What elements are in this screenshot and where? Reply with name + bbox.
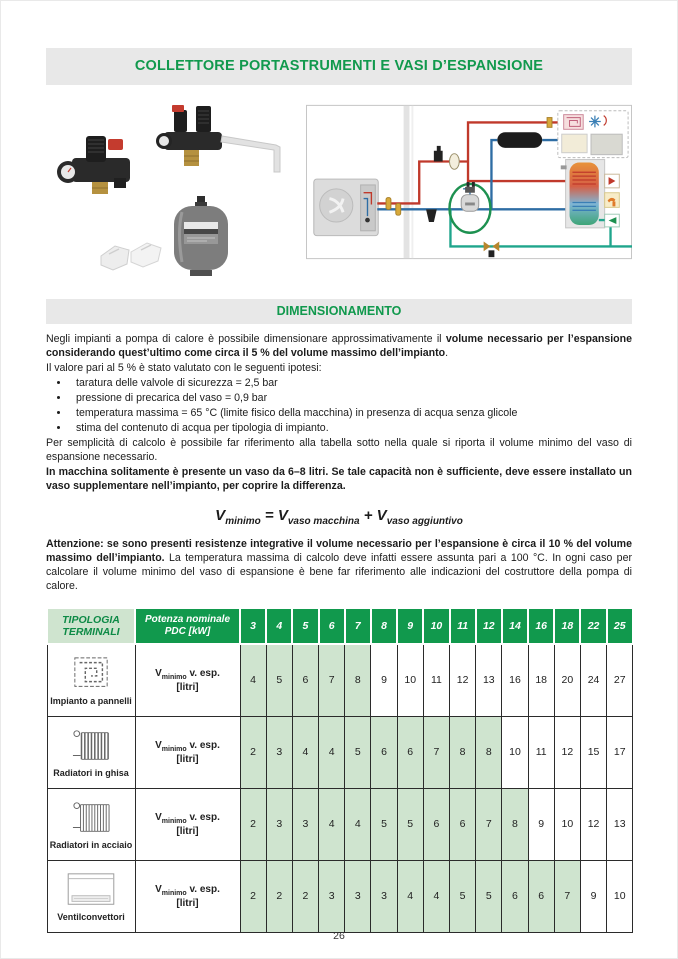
- table-cell: 2: [240, 788, 266, 860]
- air-separator-icon: [449, 154, 459, 170]
- table-cell: 11: [528, 716, 554, 788]
- table-cell: 7: [554, 860, 580, 932]
- table-cell: 2: [240, 716, 266, 788]
- table-cell: 12: [580, 788, 606, 860]
- table-cell: Ventilconvettori: [47, 860, 135, 932]
- table-cell: 12: [476, 608, 502, 644]
- table-cell: 11: [423, 644, 449, 717]
- intro-paragraph-3: Per semplicità di calcolo è possibile far riferimento alla tabella sotto nella quale si riporta il volume minimo del vaso di espansione necessario.: [46, 436, 632, 463]
- table-cell: 16: [502, 644, 528, 717]
- table-cell: 7: [345, 608, 371, 644]
- table-cell: Potenza nominale PDC [kW]: [135, 608, 240, 644]
- table-cell: 5: [371, 788, 397, 860]
- table-cell: 3: [371, 860, 397, 932]
- table-cell: $V_{minimo}$ v. esp. [litri]: [135, 788, 240, 860]
- table-row: [47, 788, 633, 860]
- table-header-row: [47, 608, 633, 644]
- cast-iron-radiator-icon: [68, 727, 114, 765]
- table-cell: 10: [502, 716, 528, 788]
- table-cell: 9: [528, 788, 554, 860]
- table-cell: 8: [450, 716, 476, 788]
- table-cell: 3: [266, 788, 292, 860]
- heat-pump-unit: [314, 179, 378, 236]
- table-cell: Radiatori in acciaio: [47, 788, 135, 860]
- table-cell: 4: [345, 788, 371, 860]
- radiator-terminal-icon: [562, 134, 587, 153]
- table-row: [47, 644, 633, 717]
- expansion-vessel-photo: [174, 196, 228, 276]
- product-photos: [46, 98, 296, 284]
- table-row: [47, 716, 633, 788]
- table-cell: 18: [554, 608, 580, 644]
- table-cell: 7: [423, 716, 449, 788]
- table-cell: 4: [292, 716, 318, 788]
- table-cell: 3: [319, 860, 345, 932]
- steel-radiator-icon: [68, 799, 114, 837]
- table-cell: 4: [423, 860, 449, 932]
- table-cell: 3: [345, 860, 371, 932]
- table-row: [47, 860, 633, 932]
- volume-formula: $V_{minimo} = V_{vaso macchina} + V_{vaso aggiuntivo}$: [215, 506, 463, 527]
- table-cell: 4: [240, 644, 266, 717]
- page-title: COLLETTORE PORTASTRUMENTI E VASI D’ESPANSIONE: [46, 48, 632, 85]
- table-cell: 2: [240, 860, 266, 932]
- terminals-dashed-box: [558, 111, 628, 158]
- table-cell: Impianto a pannelli: [47, 644, 135, 717]
- table-cell: 8: [371, 608, 397, 644]
- fan-coil-icon: [63, 871, 119, 909]
- table-cell: 5: [397, 788, 423, 860]
- cold-in-arrow-icon: [605, 214, 620, 227]
- wall-divider: [404, 106, 410, 258]
- faucet-icon: [605, 193, 620, 208]
- table-cell: Radiatori in ghisa: [47, 716, 135, 788]
- list-item: • pressione di precarica del vaso = 0,9 bar: [70, 392, 632, 406]
- table-cell: 14: [502, 608, 528, 644]
- table-cell: 6: [423, 788, 449, 860]
- body-text: [46, 333, 632, 494]
- table-cell: 15: [580, 716, 606, 788]
- table-cell: 8: [502, 788, 528, 860]
- attention-paragraph: Attenzione: se sono presenti resistenze integrative il volume necessario per l’espansione è circa il 10 % del volume massimo dell’impianto. La temperatura massima di calcolo deve infatti essere assunta pari a 100 °C. In ogni caso per calcolare il volume minimo del vaso di espansione è bene far riferimento alle indicazioni del costruttore della pompa di calore.: [46, 537, 632, 592]
- shutoff-valve-icon: [396, 203, 401, 215]
- hypotheses-list: [46, 377, 632, 436]
- table-cell: 6: [502, 860, 528, 932]
- table-cell: 9: [371, 644, 397, 717]
- table-cell: 3: [240, 608, 266, 644]
- table-cell: 12: [554, 716, 580, 788]
- table-cell: 6: [450, 788, 476, 860]
- table-cell: 2: [292, 860, 318, 932]
- table-cell: 4: [266, 608, 292, 644]
- table-cell: 6: [292, 644, 318, 717]
- mounting-brackets-photo: [101, 243, 161, 270]
- table-cell: 4: [319, 788, 345, 860]
- table-cell: 22: [580, 608, 606, 644]
- table-cell: 27: [607, 644, 633, 717]
- table-cell: 11: [450, 608, 476, 644]
- table-cell: 17: [607, 716, 633, 788]
- table-cell: 12: [450, 644, 476, 717]
- sizing-table: [46, 607, 634, 933]
- table-cell: 8: [345, 644, 371, 717]
- table-cell: $V_{minimo}$ v. esp. [litri]: [135, 716, 240, 788]
- table-cell: 16: [528, 608, 554, 644]
- floor-panel-icon: [68, 655, 114, 693]
- table-cell: 7: [319, 644, 345, 717]
- table-cell: 5: [292, 608, 318, 644]
- table-cell: 5: [266, 644, 292, 717]
- dhw-storage-tank: [561, 160, 605, 228]
- page-number: 26: [333, 930, 345, 942]
- valve-assembly-photo-1: [57, 136, 130, 194]
- table-cell: 4: [397, 860, 423, 932]
- buffer-tank: [497, 132, 542, 148]
- intro-paragraph-2: Il valore pari al 5 % è stato valutato con le seguenti ipotesi:: [46, 361, 322, 374]
- table-cell: 10: [397, 644, 423, 717]
- table-cell: 10: [607, 860, 633, 932]
- valve-assembly-photo-2: [156, 105, 280, 172]
- intro-paragraph-4: In macchina solitamente è presente un vaso da 6–8 litri. Se tale capacità non è sufficiente, deve essere installato un vaso supplementare nell’impianto, per coprire la differenza.: [46, 465, 632, 492]
- table-cell: 6: [319, 608, 345, 644]
- table-cell: 24: [580, 644, 606, 717]
- table-cell: 9: [580, 860, 606, 932]
- table-cell: $V_{minimo}$ v. esp. [litri]: [135, 860, 240, 932]
- list-item: • stima del contenuto di acqua per tipologia di impianto.: [70, 422, 632, 436]
- table-cell: 10: [554, 788, 580, 860]
- list-item: • temperatura massima = 65 °C (limite fisico della macchina) in presenza di acqua senza glicole: [70, 407, 632, 421]
- table-cell: 3: [292, 788, 318, 860]
- balancing-valve-icon: [547, 118, 552, 128]
- table-cell: 2: [266, 860, 292, 932]
- table-cell: 3: [266, 716, 292, 788]
- shutoff-valve-icon: [386, 198, 391, 210]
- table-cell: 5: [450, 860, 476, 932]
- table-cell: $V_{minimo}$ v. esp. [litri]: [135, 644, 240, 717]
- table-cell: 25: [607, 608, 633, 644]
- table-cell: 9: [397, 608, 423, 644]
- fancoil-terminal-icon: [591, 134, 622, 154]
- intro-paragraph-1: Negli impianti a pompa di calore è possibile dimensionare approssimativamente il volume necessario per l’espansione considerando quest’ultimo come circa il 5 % del volume massimo dell’impianto.: [46, 333, 632, 359]
- table-cell: 8: [476, 716, 502, 788]
- system-schematic: [306, 103, 632, 261]
- table-cell: 10: [423, 608, 449, 644]
- table-cell: 6: [397, 716, 423, 788]
- table-cell: 6: [371, 716, 397, 788]
- table-cell: 13: [607, 788, 633, 860]
- table-cell: 13: [476, 644, 502, 717]
- table-cell: 18: [528, 644, 554, 717]
- table-cell: 6: [528, 860, 554, 932]
- table-cell: 4: [319, 716, 345, 788]
- table-cell: 5: [345, 716, 371, 788]
- table-cell: 20: [554, 644, 580, 717]
- media-row: [46, 98, 632, 284]
- section-header: DIMENSIONAMENTO: [46, 299, 632, 324]
- table-cell: 7: [476, 788, 502, 860]
- dhw-out-arrow-icon: [605, 174, 620, 188]
- table-cell: TIPOLOGIA TERMINALI: [47, 608, 135, 644]
- list-item: • taratura delle valvole di sicurezza = 2,5 bar: [70, 377, 632, 391]
- table-cell: 5: [476, 860, 502, 932]
